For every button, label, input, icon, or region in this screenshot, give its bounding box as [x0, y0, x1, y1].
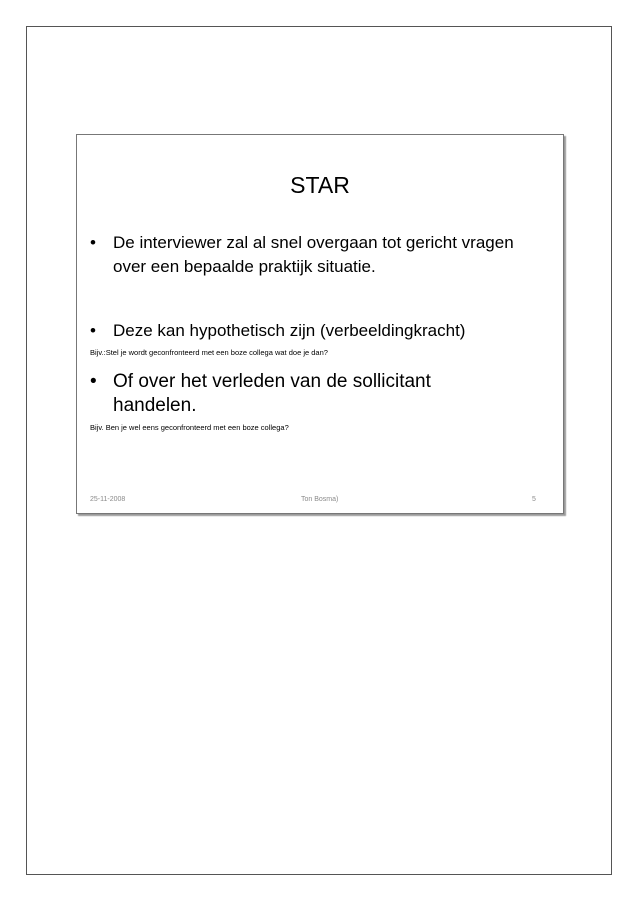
example-note: Bijv. Ben je wel eens geconfronteerd met een boze collega? [90, 423, 289, 432]
footer-author: Ton Bosma) [301, 496, 339, 503]
bullet-item [90, 231, 530, 279]
bullet-marker: • [90, 321, 96, 340]
example-note: Bijv.:Stel je wordt geconfronteerd met een boze collega wat doe je dan? [90, 348, 328, 357]
slide-title: STAR [290, 172, 350, 198]
footer-date: 25-11-2008 [90, 496, 126, 503]
slide [76, 134, 564, 514]
bullet-marker: • [90, 371, 97, 392]
bullet-text: Of over het verleden van de sollicitant handelen. [113, 371, 431, 416]
footer-page-number: 5 [532, 496, 536, 503]
bullet-item [90, 370, 490, 418]
bullet-marker: • [90, 233, 96, 252]
bullet-text: Deze kan hypothetisch zijn (verbeeldingkracht) [113, 321, 466, 340]
bullet-item [90, 319, 560, 343]
bullet-text: De interviewer zal al snel overgaan tot gericht vragen over een bepaalde praktijk situatie. [113, 233, 514, 276]
